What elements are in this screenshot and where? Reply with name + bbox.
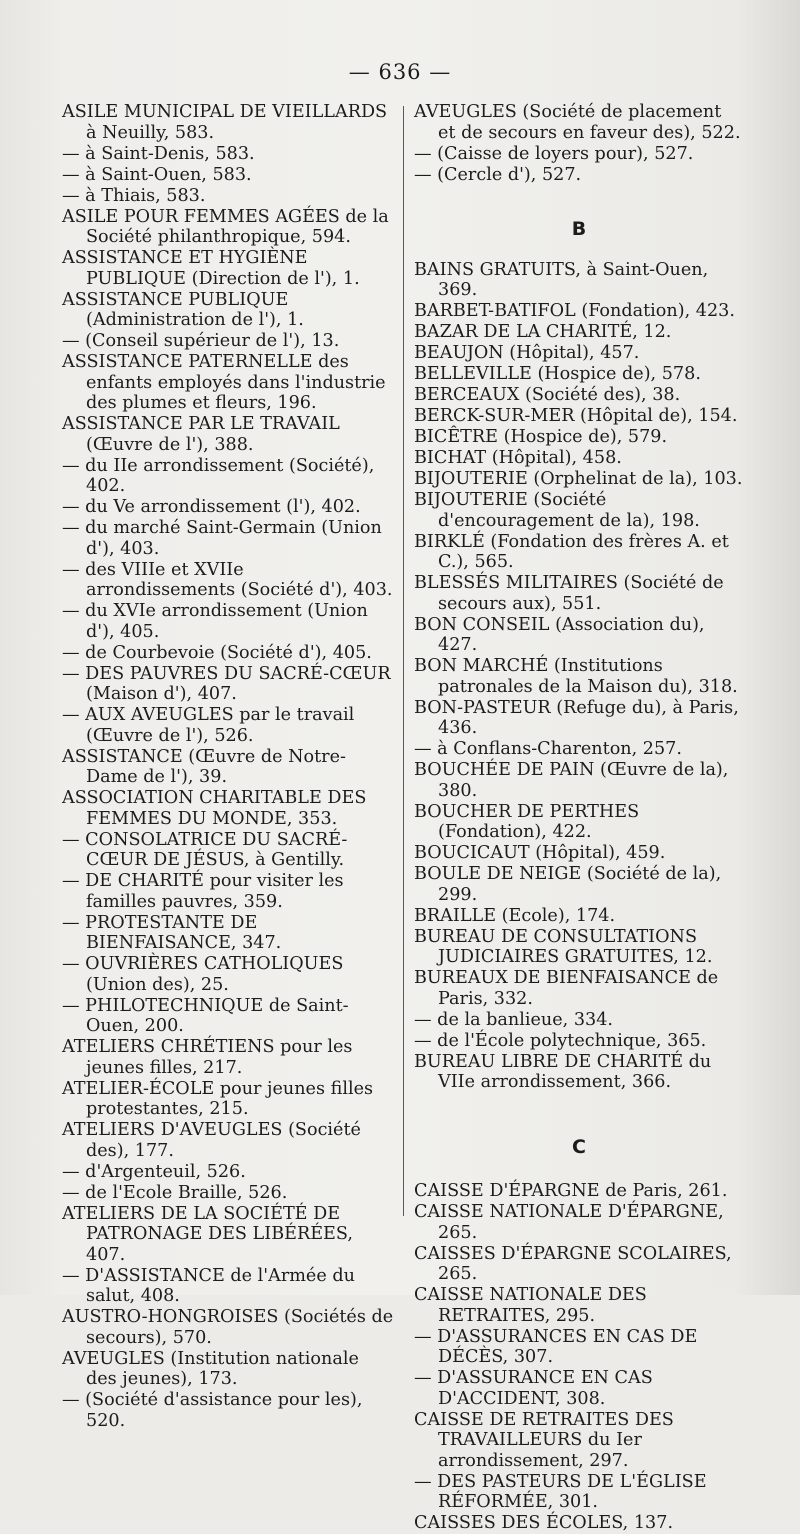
right-column-b <box>414 260 744 1093</box>
index-entry: AVEUGLES (Société de placement et de secours en faveur des), 522. <box>414 102 741 143</box>
index-entry: CAISSES D'ÉPARGNE SCOLAIRES, 265. <box>414 1243 732 1284</box>
index-entry: — à Saint-Denis, 583. <box>62 143 255 164</box>
index-entry: BON CONSEIL (Association du), 427. <box>414 614 705 655</box>
index-entry: BOULE DE NEIGE (Société de la), 299. <box>414 864 722 905</box>
index-entry: BOUCHER DE PERTHES (Fondation), 422. <box>414 801 640 842</box>
column-divider <box>403 106 404 1216</box>
index-entry: BIRKLÉ (Fondation des frères A. et C.), 565. <box>414 531 729 572</box>
section-heading-b: B <box>571 218 587 240</box>
index-entry: BAZAR DE LA CHARITÉ, 12. <box>414 322 672 342</box>
index-entry: — de Courbevoie (Société d'), 405. <box>62 642 372 663</box>
index-entry: — à Saint-Ouen, 583. <box>62 164 252 185</box>
index-entry: — DE CHARITÉ pour visiter les familles pauvres, 359. <box>62 871 344 912</box>
index-entry: BERCEAUX (Société des), 38. <box>414 385 681 405</box>
index-entry: — à Conflans-Charenton, 257. <box>414 739 682 759</box>
index-entry: — D'ASSURANCE EN CAS D'ACCIDENT, 308. <box>414 1368 653 1409</box>
index-entry: ASSISTANCE PUBLIQUE (Administration de l'), 1. <box>62 289 304 330</box>
index-entry: BRAILLE (Ecole), 174. <box>414 905 616 926</box>
index-entry: BLESSÉS MILITAIRES (Société de secours aux), 551. <box>414 573 724 614</box>
index-entry: — du XVIe arrondissement (Union d'), 405. <box>62 601 368 642</box>
index-entry: ATELIERS D'AVEUGLES (Société des), 177. <box>62 1120 361 1161</box>
index-entry: BICHAT (Hôpital), 458. <box>414 448 622 468</box>
index-entry: — (Caisse de loyers pour), 527. <box>414 143 694 164</box>
page-number: — 636 — <box>348 60 452 84</box>
index-entry: BUREAU DE CONSULTATIONS JUDICIAIRES GRATUITES, 12. <box>414 926 713 967</box>
index-entry: CAISSE D'ÉPARGNE de Paris, 261. <box>414 1181 728 1201</box>
index-entry: — PROTESTANTE DE BIENFAISANCE, 347. <box>62 912 282 953</box>
right-column-a <box>414 102 744 185</box>
index-entry: ASSISTANCE ET HYGIÈNE PUBLIQUE (Direction de l'), 1. <box>62 248 360 289</box>
index-entry: ASSISTANCE (Œuvre de Notre-Dame de l'), 39. <box>62 746 346 787</box>
index-entry: ATELIERS DE LA SOCIÉTÉ DE PATRONAGE DES LIBÉRÉES, 407. <box>62 1203 353 1265</box>
index-entry: — AUX AVEUGLES par le travail (Œuvre de l'), 526. <box>62 705 355 746</box>
index-entry: BERCK-SUR-MER (Hôpital de), 154. <box>414 406 738 426</box>
index-entry: AUSTRO-HONGROISES (Sociétés de secours), 570. <box>62 1307 394 1348</box>
index-entry: — à Thiais, 583. <box>62 185 206 206</box>
index-entry: — PHILOTECHNIQUE de Saint-Ouen, 200. <box>62 995 349 1036</box>
index-entry: — des VIIIe et XVIIe arrondissements (Société d'), 403. <box>62 559 393 600</box>
index-entry: BEAUJON (Hôpital), 457. <box>414 343 640 363</box>
index-entry: AVEUGLES (Institution nationale des jeunes), 173. <box>62 1348 359 1389</box>
index-entry: ASSOCIATION CHARITABLE DES FEMMES DU MONDE, 353. <box>62 788 367 829</box>
index-entry: ATELIER-ÉCOLE pour jeunes filles protestantes, 215. <box>62 1078 374 1119</box>
index-entry: — du marché Saint-Germain (Union d'), 403. <box>62 518 382 559</box>
section-heading-c: C <box>572 1135 586 1158</box>
index-entry: BICÊTRE (Hospice de), 579. <box>414 427 668 447</box>
index-entry: ASILE MUNICIPAL DE VIEILLARDS à Neuilly, 583. <box>62 102 388 143</box>
index-entry: CAISSE NATIONALE DES RETRAITES, 295. <box>414 1285 647 1326</box>
index-entry: BON MARCHÉ (Institutions patronales de la Maison du), 318. <box>414 656 738 697</box>
index-entry: BOUCHÉE DE PAIN (Œuvre de la), 380. <box>414 760 729 801</box>
index-entry: — D'ASSISTANCE de l'Armée du salut, 408. <box>62 1265 355 1306</box>
index-entry: — OUVRIÈRES CATHOLIQUES (Union des), 25. <box>62 954 344 995</box>
index-entry: ASSISTANCE PAR LE TRAVAIL (Œuvre de l'), 388. <box>62 414 340 455</box>
index-entry: — d'Argenteuil, 526. <box>62 1161 246 1182</box>
index-entry: — CONSOLATRICE DU SACRÉ-CŒUR DE JÉSUS, à Gentilly. <box>62 829 348 870</box>
index-entry: — DES PAUVRES DU SACRÉ-CŒUR (Maison d'), 407. <box>62 663 391 704</box>
index-entry: — (Conseil supérieur de l'), 13. <box>62 331 340 351</box>
index-entry: — DES PASTEURS DE L'ÉGLISE RÉFORMÉE, 301. <box>414 1471 707 1512</box>
left-column <box>62 102 394 1432</box>
index-entry: — D'ASSURANCES EN CAS DE DÉCÈS, 307. <box>414 1326 698 1367</box>
index-entry: BUREAU LIBRE DE CHARITÉ du VIIe arrondissement, 366. <box>414 1051 712 1092</box>
index-entry: — (Cercle d'), 527. <box>414 164 582 185</box>
index-entry: BARBET-BATIFOL (Fondation), 423. <box>414 301 735 321</box>
index-entry: BELLEVILLE (Hospice de), 578. <box>414 364 701 384</box>
index-entry: ASILE POUR FEMMES AGÉES de la Société philanthropique, 594. <box>62 206 389 247</box>
index-entry: — de l'Ecole Braille, 526. <box>62 1182 288 1203</box>
index-entry: CAISSE NATIONALE D'ÉPARGNE, 265. <box>414 1202 724 1243</box>
index-entry: — du Ve arrondissement (l'), 402. <box>62 497 361 517</box>
index-entry: BIJOUTERIE (Orphelinat de la), 103. <box>414 469 743 489</box>
index-entry: BON-PASTEUR (Refuge du), à Paris, 436. <box>414 697 739 738</box>
index-entry: — de la banlieue, 334. <box>414 1009 614 1030</box>
index-entry: BIJOUTERIE (Société d'encouragement de la), 198. <box>414 490 700 531</box>
index-entry: ATELIERS CHRÉTIENS pour les jeunes filles, 217. <box>62 1037 353 1078</box>
index-entry: BAINS GRATUITS, à Saint-Ouen, 369. <box>414 259 709 300</box>
index-entry: BUREAUX DE BIENFAISANCE de Paris, 332. <box>414 968 719 1009</box>
right-column <box>414 102 744 1534</box>
index-entry: — (Société d'assistance pour les), 520. <box>62 1390 363 1431</box>
index-entry: — de l'École polytechnique, 365. <box>414 1030 707 1051</box>
index-entry: ASSISTANCE PATERNELLE des enfants employés dans l'industrie des plumes et fleurs, 196. <box>62 352 386 413</box>
index-entry: CAISSES DES ÉCOLES, 137. <box>414 1513 674 1533</box>
index-entry: BOUCICAUT (Hôpital), 459. <box>414 843 666 863</box>
index-entry: CAISSE DE RETRAITES DES TRAVAILLEURS du Ier arrondissement, 297. <box>414 1409 674 1471</box>
right-column-c <box>414 1181 744 1534</box>
index-entry: — du IIe arrondissement (Société), 402. <box>62 455 375 496</box>
